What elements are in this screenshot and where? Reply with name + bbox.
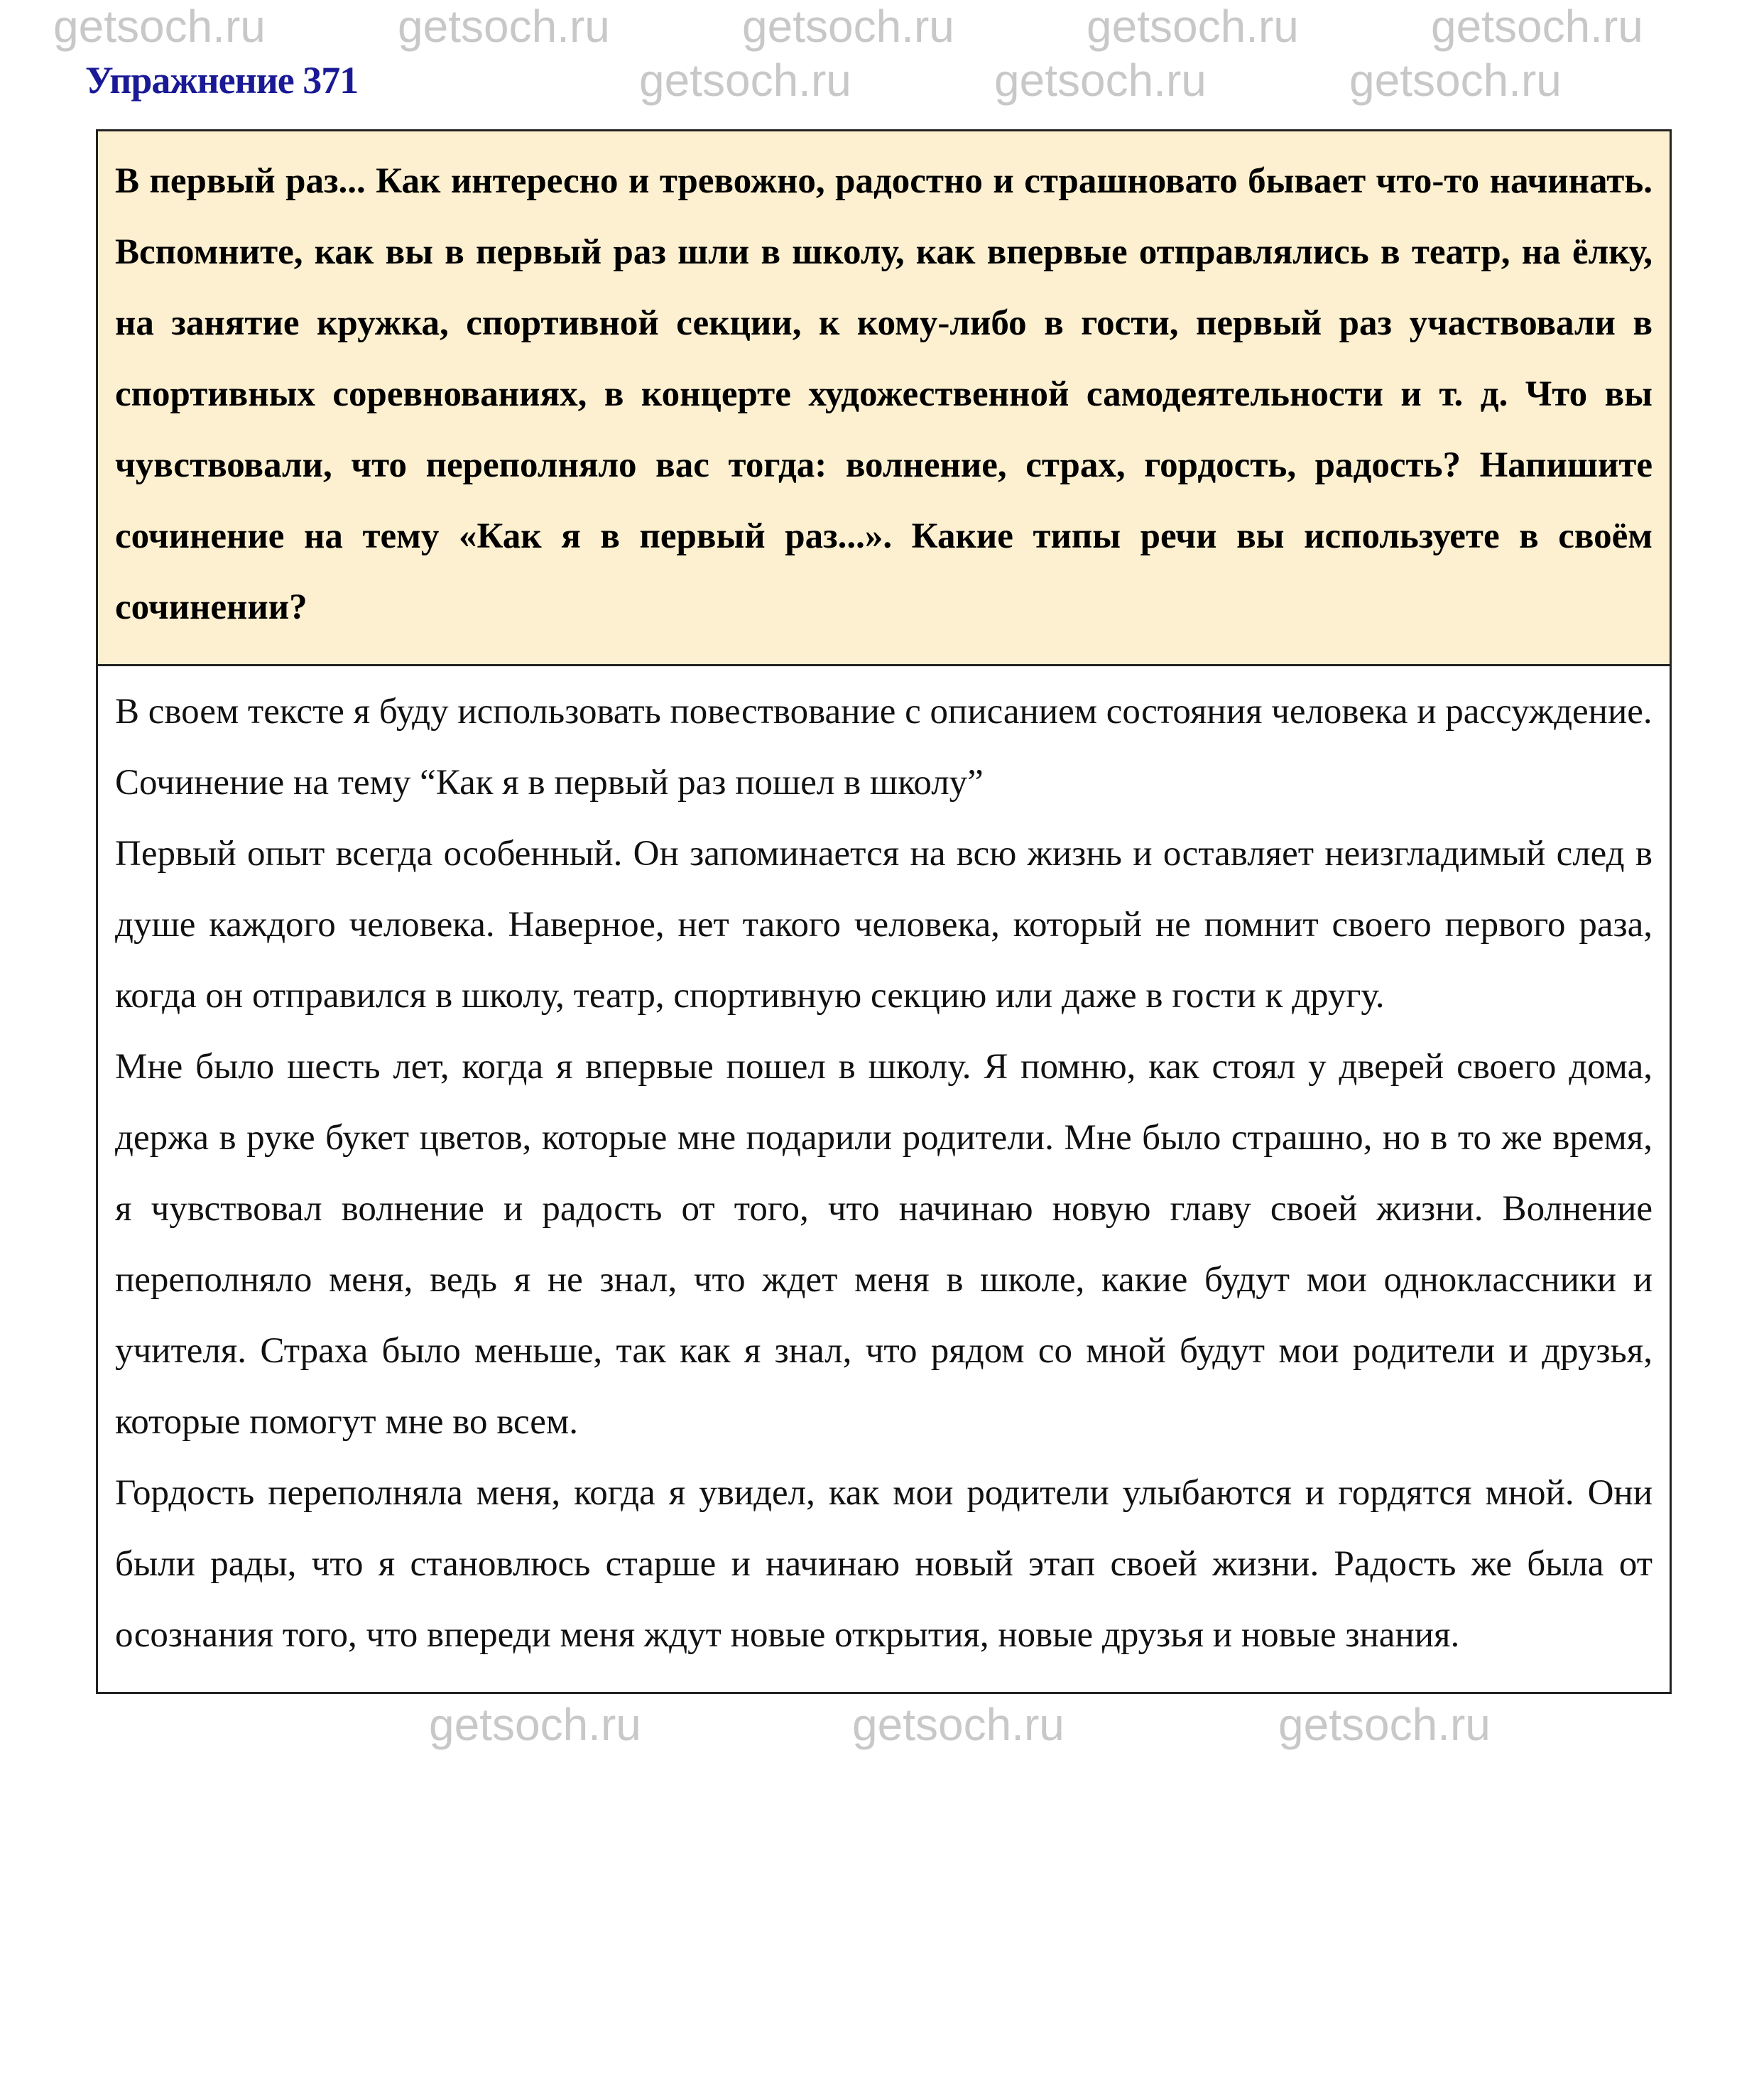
watermark: getsoch.ru <box>1431 1 1643 52</box>
watermark: getsoch.ru <box>429 1699 641 1750</box>
watermark: getsoch.ru <box>639 55 851 106</box>
watermark: getsoch.ru <box>742 1 954 52</box>
watermark: getsoch.ru <box>994 55 1207 106</box>
watermark: getsoch.ru <box>1278 1699 1491 1750</box>
essay-paragraph: Первый опыт всегда особенный. Он запоминается на всю жизнь и оставляет неизгладимый след в душе каждого человека. Наверное, нет такого человека, который не помнит своего первого раза, когда он отправился в школу, театр, спортивную секцию или даже в гости к другу. <box>115 834 1653 1016</box>
watermark: getsoch.ru <box>53 1 266 52</box>
watermark: getsoch.ru <box>1349 55 1562 106</box>
task-section <box>98 131 1670 666</box>
essay-title: Сочинение на тему “Как я в первый раз пошел в школу” <box>115 763 984 803</box>
watermark: getsoch.ru <box>1087 1 1299 52</box>
answer-intro: В своем тексте я буду использовать повествование с описанием состояния человека и рассуждение. <box>115 692 1653 732</box>
watermark: getsoch.ru <box>852 1699 1065 1750</box>
answer-section <box>98 666 1670 1692</box>
exercise-box <box>96 129 1672 1694</box>
watermark: getsoch.ru <box>398 1 610 52</box>
title-row <box>0 55 1764 129</box>
task-text: В первый раз... Как интересно и тревожно, радостно и страшновато бывает что-то начинать. Вспомните, как вы в первый раз шли в школу, как впервые отправлялись в театр, на ёлку, на занятие кружка, спортивной секции, к кому-либо в гости, первый раз участвовали в спортивных соревнованиях, в концерте художественной самодеятельности и т. д. Что вы чувствовали, что переполняло вас тогда: волнение, страх, гордость, радость? Напишите сочинение на тему «Как я в первый раз...». Какие типы речи вы используете в своём сочинении? <box>115 161 1653 627</box>
watermark-row-bottom <box>0 1698 1764 1755</box>
essay-paragraph: Мне было шесть лет, когда я впервые пошел в школу. Я помню, как стоял у дверей своего дома, держа в руке букет цветов, которые мне подарили родители. Мне было страшно, но в то же время, я чувствовал волнение и радость от того, что начинаю новую главу своей жизни. Волнение переполняло меня, ведь я не знал, что ждет меня в школе, какие будут мои одноклассники и учителя. Страха было меньше, так как я знал, что рядом со мной будут мои родители и друзья, которые помогут мне во всем. <box>115 1047 1653 1442</box>
essay-paragraph: Гордость переполняла меня, когда я увидел, как мои родители улыбаются и гордятся мной. Они были рады, что я становлюсь старше и начинаю новый этап своей жизни. Радость же была от осознания того, что впереди меня ждут новые открытия, новые друзья и новые знания. <box>115 1473 1653 1655</box>
exercise-title: Упражнение 371 <box>85 59 359 102</box>
watermark-row-top <box>0 0 1764 55</box>
